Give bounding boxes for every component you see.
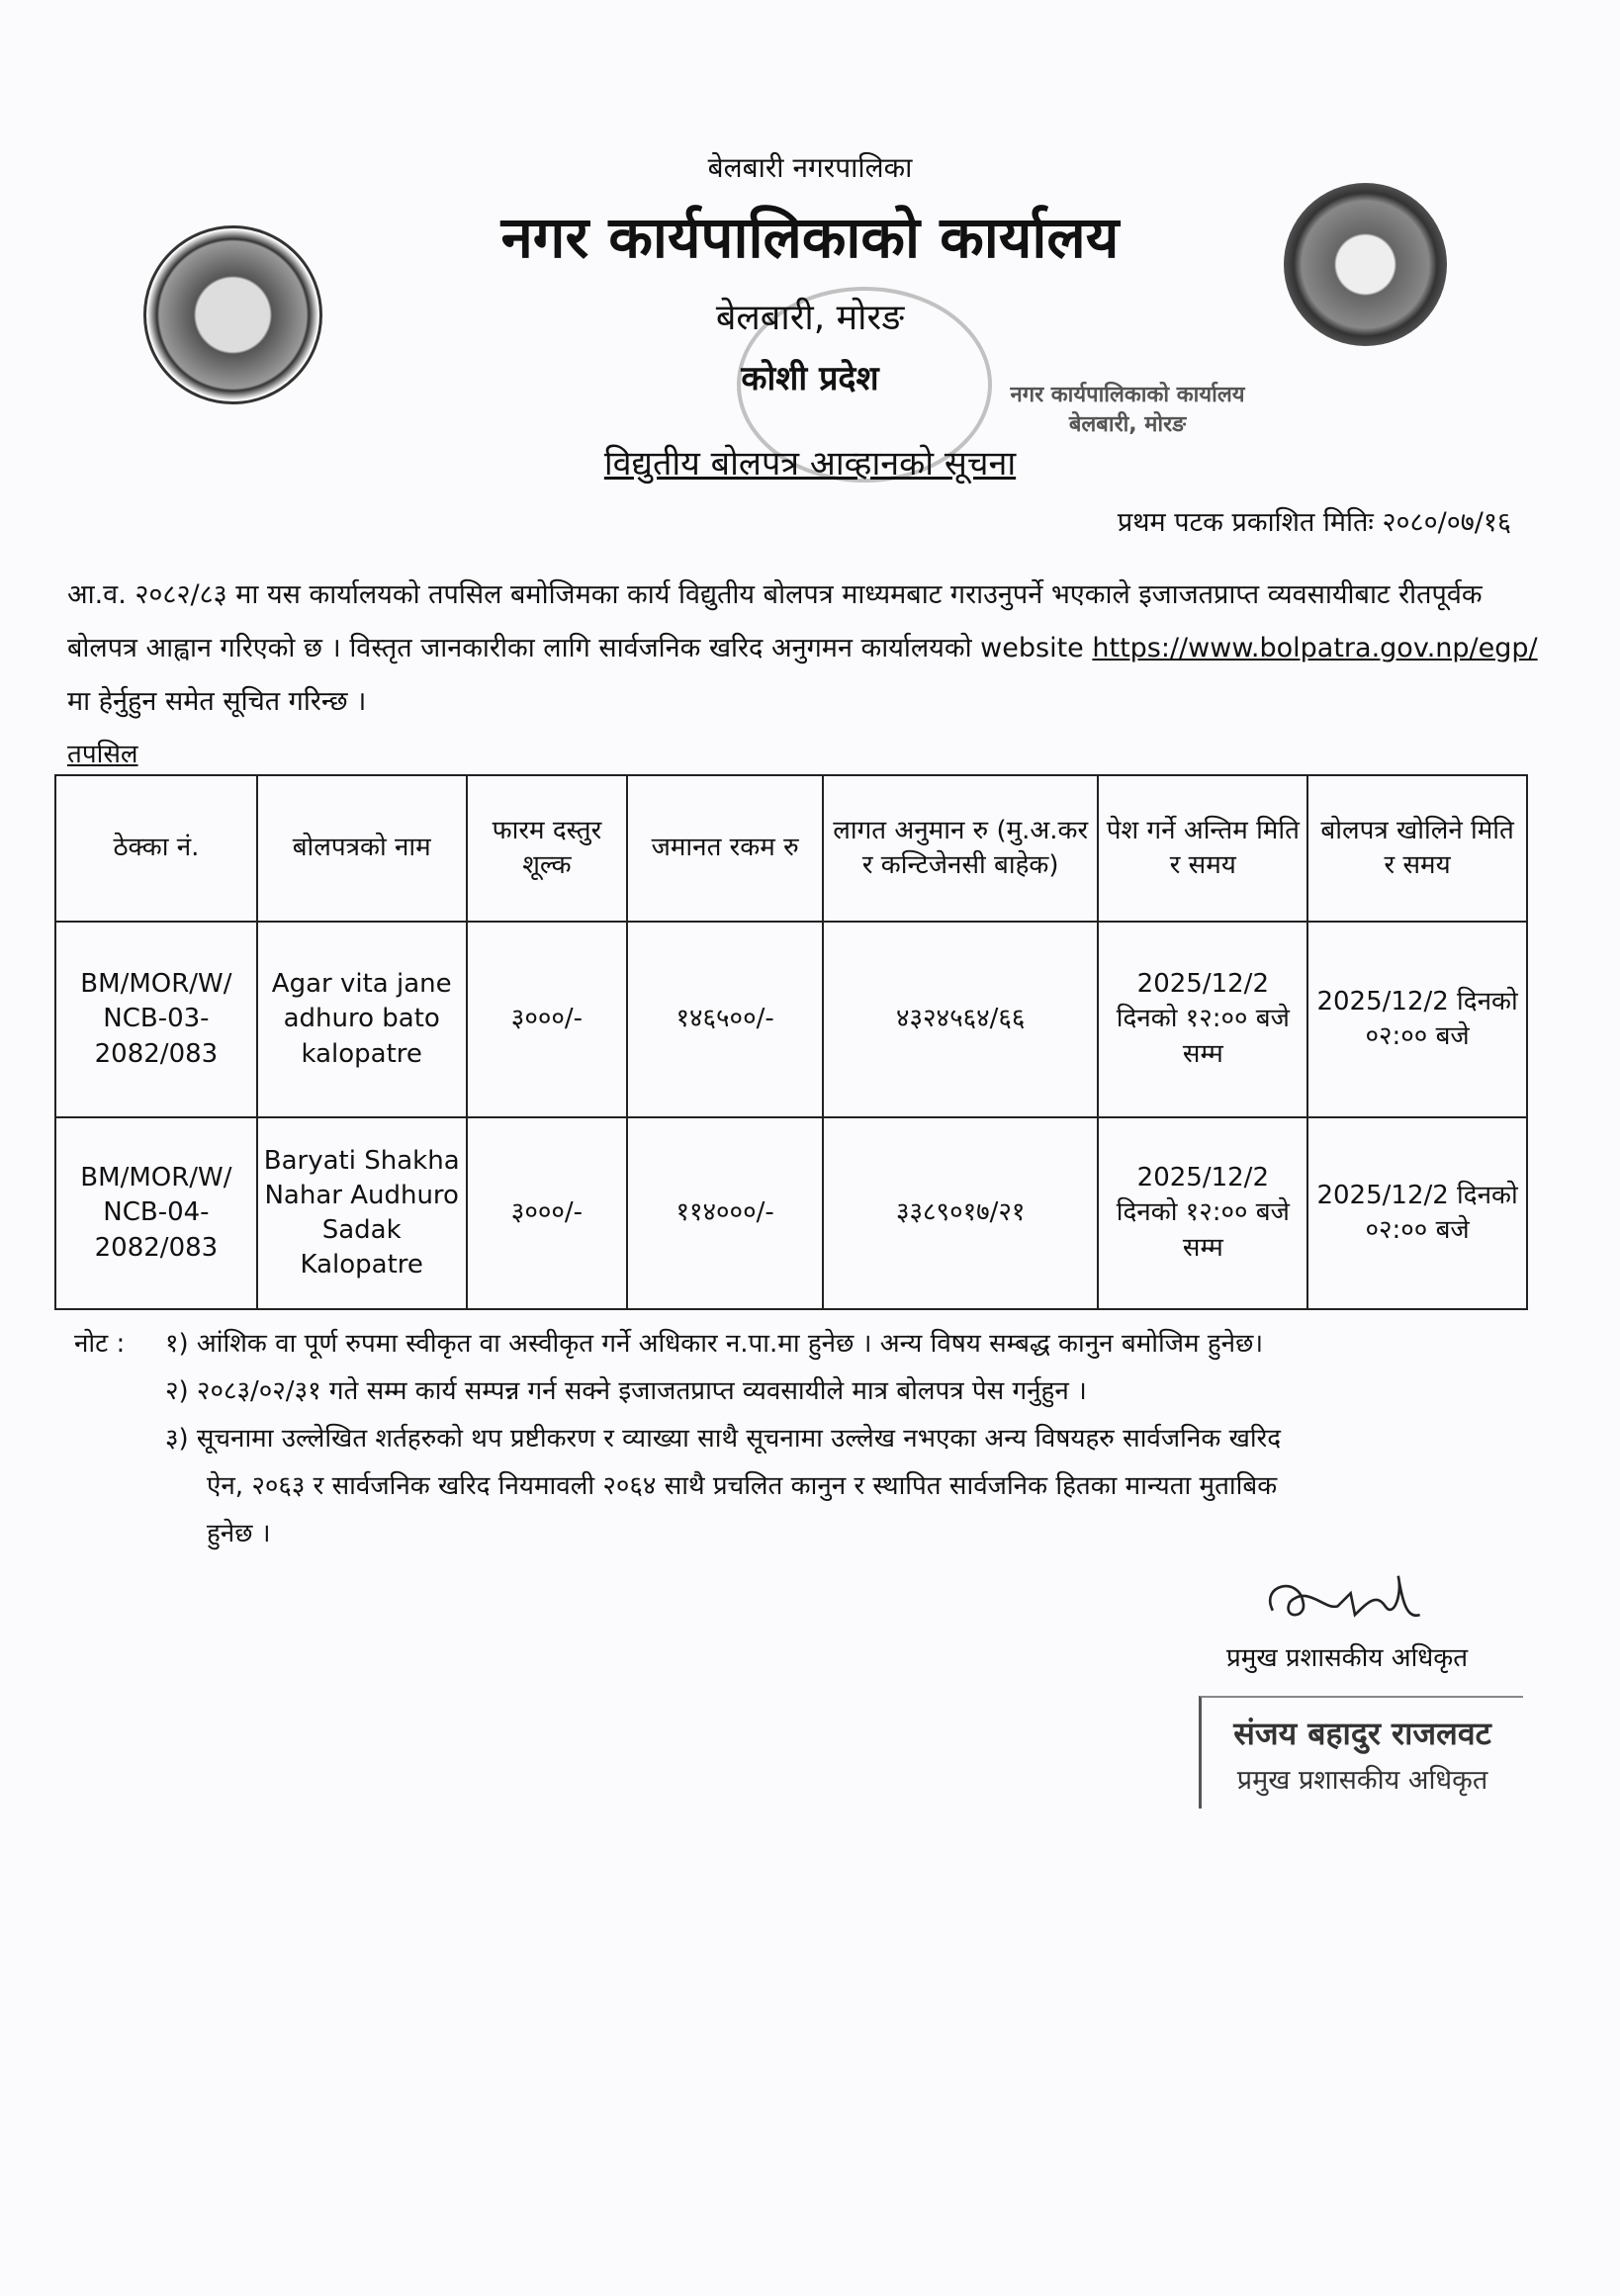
header-bid-name: बोलपत्रको नाम	[257, 775, 467, 922]
name-stamp	[1199, 1696, 1523, 1809]
bolpatra-link[interactable]: https://www.bolpatra.gov.np/egp/	[1092, 633, 1538, 663]
body-line-2: व्यवसायीबाट रीतपूर्वक बोलपत्र आह्वान गरिएको छ । विस्तृत जानकारीका लागि सार्वजनिक खरिद अनुगमन कार्यालयको website	[67, 579, 1483, 663]
contract-no: BM/MOR/W/ NCB-03- 2082/083	[55, 922, 257, 1117]
submission-deadline: 2025/12/2 दिनको १२:०० बजे सम्म	[1098, 1117, 1307, 1309]
bid-security: १४६५००/-	[627, 922, 823, 1117]
header	[0, 148, 1620, 485]
cost-estimate: ४३२४५६४/६६	[823, 922, 1099, 1117]
notice-title: विद्युतीय बोलपत्र आव्हानको सूचना	[603, 444, 1017, 484]
office-title: नगर कार्यपालिकाको कार्यालय	[500, 204, 1120, 271]
stamp-designation: प्रमुख प्रशासकीय अधिकृत	[1236, 1765, 1488, 1796]
cost-estimate: ३३८९०१७/२१	[823, 1117, 1099, 1309]
signatory-designation: प्रमुख प्रशासकीय अधिकृत	[1226, 1643, 1469, 1673]
table-row	[55, 1117, 1527, 1309]
bid-name: Agar vita jane adhuro bato kalopatre	[257, 922, 467, 1117]
body-paragraph	[0, 569, 1620, 729]
note-3a: ३) सूचनामा उल्लेखित शर्तहरुको थप प्रष्टीकरण र व्याख्या साथै सूचनामा उल्लेख नभएका अन्य विषयहरु सार्वजनिक खरिद	[165, 1424, 1282, 1454]
form-fee: ३०००/-	[467, 1117, 628, 1309]
stamp-text: नगर कार्यपालिकाको कार्यालय बेलबारी, मोरङ	[1010, 383, 1245, 437]
opening-date: 2025/12/2 दिनको ०२:०० बजे	[1307, 922, 1527, 1117]
tender-table	[54, 774, 1528, 1310]
body-line-1: आ.व. २०८२/८३ मा यस कार्यालयको तपसिल बमोजिमका कार्य विद्युतीय बोलपत्र माध्यमबाट गराउनुपर्ने भएकाले इजाजतप्राप्त	[67, 579, 1260, 610]
form-fee: ३०००/-	[467, 922, 628, 1117]
notes	[0, 1320, 1620, 1557]
schedule-label: तपसिल	[67, 740, 138, 769]
signature-block	[0, 1567, 1620, 1864]
note-2: २) २०८३/०२/३१ गते सम्म कार्य सम्पन्न गर्न सक्ने इजाजतप्राप्त व्यवसायीले मात्र बोलपत्र पेस गर्नुहुन ।	[165, 1376, 1087, 1406]
municipality-name: बेलबारी नगरपालिका	[707, 151, 913, 184]
header-submission-deadline: पेश गर्ने अन्तिम मिति र समय	[1098, 775, 1307, 922]
header-contract-no: ठेक्का नं.	[55, 775, 257, 922]
note-3c: हुनेछ ।	[207, 1519, 271, 1548]
header-opening-date: बोलपत्र खोलिने मिति र समय	[1307, 775, 1527, 922]
bid-name: Baryati Shakha Nahar Audhuro Sadak Kalopatre	[257, 1117, 467, 1309]
signature-image	[1241, 1567, 1469, 1636]
published-date: प्रथम पटक प्रकाशित मितिः २०८०/०७/१६	[1117, 507, 1511, 538]
signatory-name: संजय बहादुर राजलवट	[1233, 1715, 1491, 1752]
table-header-row	[55, 775, 1527, 922]
header-cost-estimate: लागत अनुमान रु (मु.अ.कर र कन्टिजेनसी बाहेक)	[823, 775, 1099, 922]
opening-date: 2025/12/2 दिनको ०२:०० बजे	[1307, 1117, 1527, 1309]
note-3b: ऐन, २०६३ र सार्वजनिक खरिद नियमावली २०६४ साथै प्रचलित कानुन र स्थापित सार्वजनिक हितका मान्यता मुताबिक	[207, 1471, 1278, 1501]
contract-no: BM/MOR/W/ NCB-04- 2082/083	[55, 1117, 257, 1309]
header-bid-security: जमानत रकम रु	[627, 775, 823, 922]
body-line-3-text: मा हेर्नुहुन समेत सूचित गरिन्छ ।	[67, 686, 367, 717]
header-form-fee: फारम दस्तुर शूल्क	[467, 775, 628, 922]
table-row	[55, 922, 1527, 1117]
notes-label: नोट :	[74, 1329, 126, 1359]
location: बेलबारी, मोरङ	[715, 298, 905, 338]
submission-deadline: 2025/12/2 दिनको १२:०० बजे सम्म	[1098, 922, 1307, 1117]
note-1: १) आंशिक वा पूर्ण रुपमा स्वीकृत वा अस्वीकृत गर्ने अधिकार न.पा.मा हुनेछ । अन्य विषय सम्बद्ध कानुन बमोजिम हुनेछ।	[165, 1329, 1264, 1359]
province: कोशी प्रदेश	[741, 359, 879, 398]
bid-security: ११४०००/-	[627, 1117, 823, 1309]
